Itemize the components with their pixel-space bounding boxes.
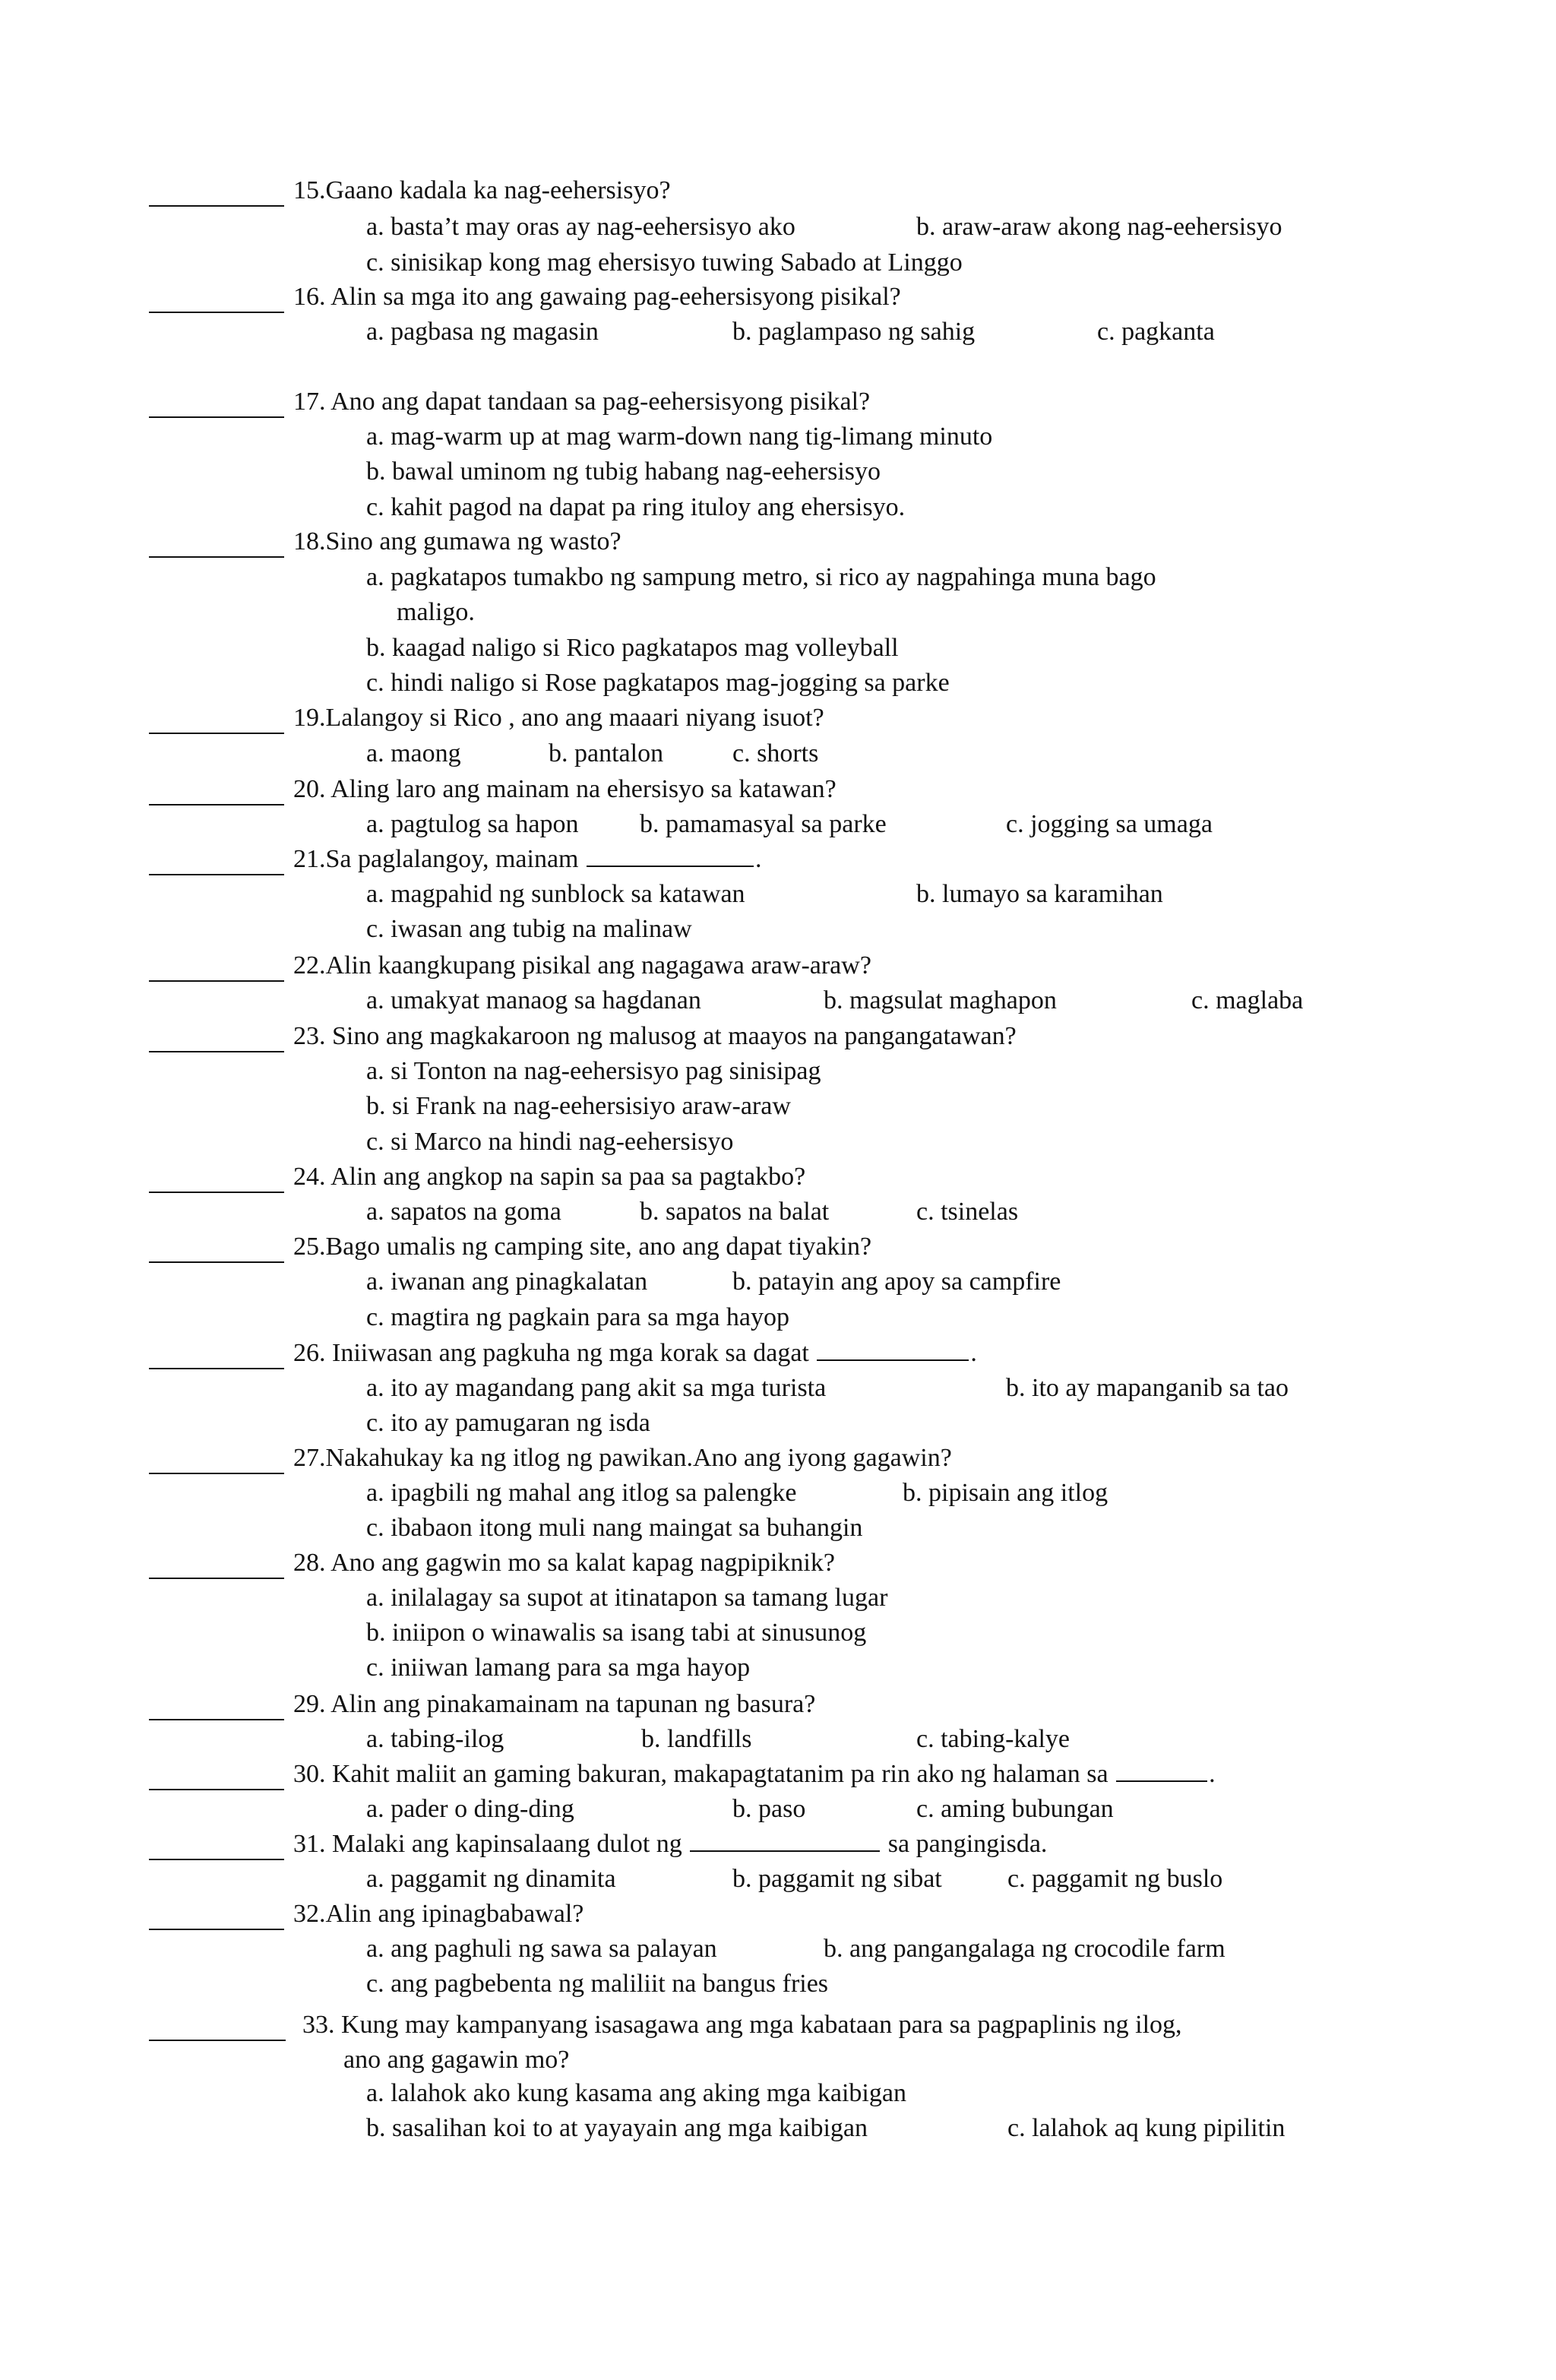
question-22 bbox=[293, 948, 871, 983]
question-27 bbox=[293, 1441, 952, 1476]
question-text-after: . bbox=[970, 1339, 977, 1367]
answer-blank-30[interactable] bbox=[149, 1789, 284, 1790]
question-text: 26. Iniiwasan ang pagkuha ng mga korak sa dagat bbox=[293, 1339, 809, 1367]
answer-blank-26[interactable] bbox=[149, 1368, 284, 1369]
question-21 bbox=[293, 842, 761, 877]
choice-33-a: a. lalahok ako kung kasama ang aking mga kaibigan bbox=[366, 2079, 906, 2107]
choice-22-a: a. umakyat manaog sa hagdanan bbox=[366, 986, 701, 1014]
answer-blank-20[interactable] bbox=[149, 804, 284, 805]
choice-15-b: b. araw-araw akong nag-eehersisyo bbox=[916, 213, 1282, 241]
answer-blank-15[interactable] bbox=[149, 205, 284, 207]
choice-20-b: b. pamamasyal sa parke bbox=[640, 810, 887, 838]
question-text-after: . bbox=[754, 845, 762, 873]
choice-21-b: b. lumayo sa karamihan bbox=[916, 880, 1163, 908]
inline-blank[interactable] bbox=[587, 866, 754, 867]
choice-15-a: a. basta’t may oras ay nag-eehersisyo ako bbox=[366, 213, 795, 241]
answer-blank-18[interactable] bbox=[149, 556, 284, 558]
choice-19-c: c. shorts bbox=[732, 739, 819, 767]
question-15 bbox=[293, 173, 671, 208]
choice-20-c: c. jogging sa umaga bbox=[1006, 810, 1213, 838]
choice-19-a: a. maong bbox=[366, 739, 461, 767]
choice-18-a: a. pagkatapos tumakbo ng sampung metro, si rico ay nagpahinga muna bago bbox=[366, 563, 1156, 591]
question-18 bbox=[293, 524, 621, 559]
choice-29-c: c. tabing-kalye bbox=[916, 1725, 1071, 1753]
choice-22-b: b. magsulat maghapon bbox=[824, 986, 1057, 1014]
choice-23-b: b. si Frank na nag-eehersisiyo araw-araw bbox=[366, 1092, 791, 1120]
choice-28-a: a. inilalagay sa supot at itinatapon sa tamang lugar bbox=[366, 1584, 888, 1612]
question-28 bbox=[293, 1546, 835, 1581]
question-19 bbox=[293, 701, 824, 736]
answer-blank-32[interactable] bbox=[149, 1929, 284, 1930]
question-text: 15.Gaano kadala ka nag-eehersisyo? bbox=[293, 176, 671, 204]
choice-23-c: c. si Marco na hindi nag-eehersisyo bbox=[366, 1128, 734, 1156]
choice-27-a: a. ipagbili ng mahal ang itlog sa palengke bbox=[366, 1479, 797, 1507]
answer-blank-19[interactable] bbox=[149, 733, 284, 734]
choice-26-c: c. ito ay pamugaran ng isda bbox=[366, 1409, 650, 1437]
choice-21-a: a. magpahid ng sunblock sa katawan bbox=[366, 880, 745, 908]
choice-30-c: c. aming bubungan bbox=[916, 1795, 1114, 1823]
choice-25-c: c. magtira ng pagkain para sa mga hayop bbox=[366, 1303, 790, 1331]
choice-33-c: c. lalahok aq kung pipilitin bbox=[1007, 2114, 1286, 2142]
choice-17-b: b. bawal uminom ng tubig habang nag-eehersisyo bbox=[366, 457, 881, 486]
question-32 bbox=[293, 1897, 584, 1932]
question-text: 16. Alin sa mga ito ang gawaing pag-eehersisyong pisikal? bbox=[293, 283, 901, 311]
question-text: 29. Alin ang pinakamainam na tapunan ng basura? bbox=[293, 1690, 816, 1718]
answer-blank-16[interactable] bbox=[149, 312, 284, 313]
answer-blank-29[interactable] bbox=[149, 1719, 284, 1720]
question-text-after: . bbox=[1209, 1760, 1216, 1788]
choice-32-a: a. ang paghuli ng sawa sa palayan bbox=[366, 1935, 717, 1963]
choice-15-c: c. sinisikap kong mag ehersisyo tuwing Sabado at Linggo bbox=[366, 248, 963, 277]
choice-32-c: c. ang pagbebenta ng maliliit na bangus fries bbox=[366, 1970, 829, 1998]
choice-31-b: b. paggamit ng sibat bbox=[732, 1865, 942, 1893]
question-text: 20. Aling laro ang mainam na ehersisyo sa katawan? bbox=[293, 775, 837, 803]
question-33 bbox=[302, 2008, 1182, 2043]
question-31 bbox=[293, 1827, 1047, 1862]
question-29 bbox=[293, 1687, 815, 1722]
choice-26-b: b. ito ay mapanganib sa tao bbox=[1006, 1374, 1289, 1402]
choice-20-a: a. pagtulog sa hapon bbox=[366, 810, 579, 838]
choice-25-a: a. iwanan ang pinagkalatan bbox=[366, 1268, 648, 1296]
choice-32-b: b. ang pangangalaga ng crocodile farm bbox=[824, 1935, 1226, 1963]
question-20 bbox=[293, 772, 837, 807]
answer-blank-25[interactable] bbox=[149, 1261, 284, 1263]
choice-18-b: b. kaagad naligo si Rico pagkatapos mag volleyball bbox=[366, 634, 899, 662]
choice-16-c: c. pagkanta bbox=[1097, 318, 1215, 346]
choice-30-a: a. pader o ding-ding bbox=[366, 1795, 574, 1823]
choice-27-b: b. pipisain ang itlog bbox=[903, 1479, 1108, 1507]
question-text: 31. Malaki ang kapinsalaang dulot ng bbox=[293, 1830, 682, 1858]
question-text: 28. Ano ang gagwin mo sa kalat kapag nagpipiknik? bbox=[293, 1549, 835, 1577]
choice-22-c: c. maglaba bbox=[1191, 986, 1304, 1014]
question-text: 32.Alin ang ipinagbabawal? bbox=[293, 1900, 584, 1928]
answer-blank-24[interactable] bbox=[149, 1192, 284, 1193]
inline-blank[interactable] bbox=[1116, 1780, 1207, 1782]
inline-blank[interactable] bbox=[817, 1359, 969, 1361]
choice-16-a: a. pagbasa ng magasin bbox=[366, 318, 599, 346]
choice-24-b: b. sapatos na balat bbox=[640, 1198, 830, 1226]
question-24 bbox=[293, 1160, 805, 1195]
choice-29-b: b. landfills bbox=[641, 1725, 752, 1753]
question-text-continued: ano ang gagawin mo? bbox=[343, 2046, 570, 2074]
question-text: 23. Sino ang magkakaroon ng malusog at maayos na pangangatawan? bbox=[293, 1022, 1017, 1050]
question-text: 19.Lalangoy si Rico , ano ang maaari niyang isuot? bbox=[293, 704, 824, 732]
question-text: 27.Nakahukay ka ng itlog ng pawikan.Ano ang iyong gagawin? bbox=[293, 1444, 952, 1472]
choice-16-b: b. paglampaso ng sahig bbox=[732, 318, 976, 346]
choice-24-c: c. tsinelas bbox=[916, 1198, 1019, 1226]
choice-21-c: c. iwasan ang tubig na malinaw bbox=[366, 915, 692, 943]
question-23 bbox=[293, 1019, 1017, 1054]
choice-33-b: b. sasalihan koi to at yayayain ang mga kaibigan bbox=[366, 2114, 868, 2142]
question-text: 24. Alin ang angkop na sapin sa paa sa pagtakbo? bbox=[293, 1163, 806, 1191]
choice-17-a: a. mag-warm up at mag warm-down nang tig-limang minuto bbox=[366, 423, 993, 451]
answer-blank-33[interactable] bbox=[149, 2040, 286, 2041]
answer-blank-27[interactable] bbox=[149, 1473, 284, 1474]
choice-24-a: a. sapatos na goma bbox=[366, 1198, 561, 1226]
question-26 bbox=[293, 1336, 977, 1371]
choice-23-a: a. si Tonton na nag-eehersisyo pag sinisipag bbox=[366, 1057, 821, 1085]
question-text: 30. Kahit maliit an gaming bakuran, makapagtatanim pa rin ako ng halaman sa bbox=[293, 1760, 1108, 1788]
choice-31-a: a. paggamit ng dinamita bbox=[366, 1865, 616, 1893]
choice-31-c: c. paggamit ng buslo bbox=[1007, 1865, 1223, 1893]
choice-28-b: b. iniipon o winawalis sa isang tabi at sinusunog bbox=[366, 1619, 867, 1647]
choice-18-c: c. hindi naligo si Rose pagkatapos mag-jogging sa parke bbox=[366, 669, 950, 697]
question-text: 22.Alin kaangkupang pisikal ang nagagawa araw-araw? bbox=[293, 951, 871, 980]
choice-25-b: b. patayin ang apoy sa campfire bbox=[732, 1268, 1061, 1296]
question-text: 25.Bago umalis ng camping site, ano ang dapat tiyakin? bbox=[293, 1233, 872, 1261]
question-16 bbox=[293, 280, 901, 315]
question-text: 33. Kung may kampanyang isasagawa ang mga kabataan para sa pagpaplinis ng ilog, bbox=[302, 2011, 1182, 2039]
question-text-after: sa pangingisda. bbox=[881, 1830, 1048, 1858]
question-25 bbox=[293, 1230, 871, 1264]
answer-blank-21[interactable] bbox=[149, 874, 284, 875]
choice-27-c: c. ibabaon itong muli nang maingat sa buhangin bbox=[366, 1514, 863, 1542]
choice-26-a: a. ito ay magandang pang akit sa mga turista bbox=[366, 1374, 827, 1402]
choice-18-cont: maligo. bbox=[397, 598, 475, 626]
choice-29-a: a. tabing-ilog bbox=[366, 1725, 504, 1753]
choice-30-b: b. paso bbox=[732, 1795, 806, 1823]
choice-28-c: c. iniiwan lamang para sa mga hayop bbox=[366, 1654, 751, 1682]
answer-blank-17[interactable] bbox=[149, 416, 284, 418]
question-30 bbox=[293, 1757, 1216, 1792]
question-text: 18.Sino ang gumawa ng wasto? bbox=[293, 527, 621, 555]
answer-blank-23[interactable] bbox=[149, 1051, 284, 1052]
inline-blank[interactable] bbox=[690, 1850, 880, 1852]
answer-blank-28[interactable] bbox=[149, 1578, 284, 1579]
question-text: 17. Ano ang dapat tandaan sa pag-eehersisyong pisikal? bbox=[293, 388, 871, 416]
question-17 bbox=[293, 385, 870, 419]
choice-19-b: b. pantalon bbox=[549, 739, 664, 767]
question-text: 21.Sa paglalangoy, mainam bbox=[293, 845, 579, 873]
answer-blank-22[interactable] bbox=[149, 980, 284, 982]
choice-17-c: c. kahit pagod na dapat pa ring ituloy ang ehersisyo. bbox=[366, 493, 906, 521]
answer-blank-31[interactable] bbox=[149, 1859, 284, 1860]
